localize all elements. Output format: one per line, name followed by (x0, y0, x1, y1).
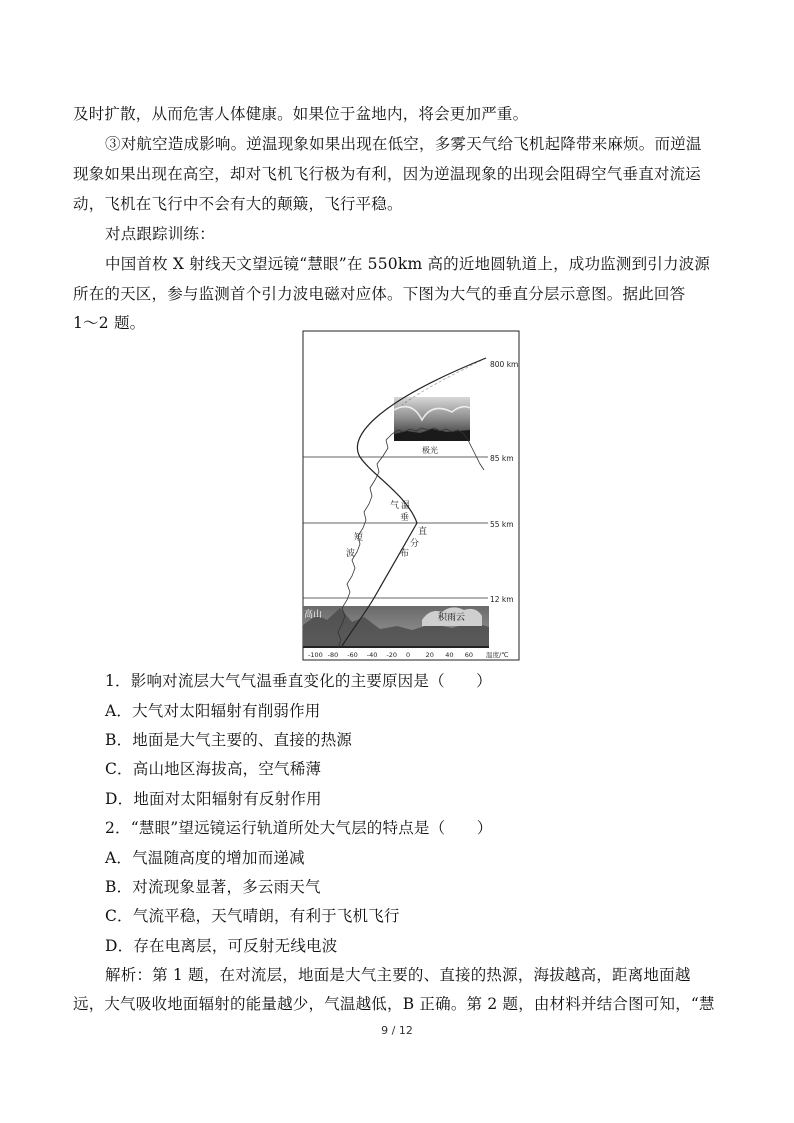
temp-curve-label-char: 气 (390, 501, 400, 511)
cloud-label: 积雨云 (438, 613, 466, 623)
x-axis-label: 温度/℃ (486, 651, 509, 659)
question-2-stem: 2．“慧眼”望远镜运行轨道所处大气层的特点是（ ） (105, 819, 493, 837)
mountain-label: 高山 (304, 610, 323, 620)
x-tick-label: -80 (327, 651, 339, 659)
page-number: 9 / 12 (381, 1024, 413, 1037)
altitude-label-800: 800 km (490, 360, 519, 369)
paragraph-line: 所在的天区，参与监测首个引力波电磁对应体。下图为大气的垂直分层示意图。据此回答 (73, 285, 686, 303)
temp-curve-label-char: 分 (410, 539, 420, 549)
temp-curve-label-char: 直 (418, 527, 428, 537)
section-heading: 对点跟踪训练： (105, 225, 215, 243)
question-2-option: D．存在电离层，可反射无线电波 (105, 937, 338, 955)
paragraph-line: 动，飞机在飞行中不会有大的颠簸，飞行平稳。 (73, 195, 403, 213)
question-1-option: C．高山地区海拔高，空气稀薄 (105, 760, 322, 778)
shortwave-label-char: 波 (346, 549, 356, 559)
question-2-option: B．对流现象显著，多云雨天气 (105, 878, 321, 896)
altitude-label-85: 85 km (490, 454, 514, 463)
question-1-option: A．大气对太阳辐射有削弱作用 (105, 702, 321, 720)
x-axis-ticks (308, 651, 473, 659)
question-2-option: A．气温随高度的增加而递减 (105, 849, 305, 867)
paragraph-line: 中国首枚 X 射线天文望远镜“慧眼”在 550km 高的近地圆轨道上，成功监测到引力波源 (105, 255, 711, 273)
x-tick-label: 60 (464, 651, 474, 659)
question-1-stem: 1．影响对流层大气气温垂直变化的主要原因是（ ） (105, 672, 492, 690)
shortwave-label-char: 短 (354, 533, 364, 543)
x-tick-label: 20 (425, 651, 434, 659)
paragraph-line: ③对航空造成影响。逆温现象如果出现在低空，多雾天气给飞机起降带来麻烦。而逆温 (105, 135, 702, 153)
atmosphere-diagram (302, 330, 524, 662)
paragraph-line: 1～2 题。 (73, 314, 146, 332)
question-1-option: B．地面是大气主要的、直接的热源 (105, 731, 353, 749)
altitude-label-55: 55 km (490, 520, 514, 529)
question-1-option: D．地面对太阳辐射有反射作用 (105, 790, 322, 808)
x-tick-label: -100 (308, 651, 323, 659)
analysis-line: 解析：第 1 题，在对流层，地面是大气主要的、直接的热源，海拔越高，距离地面越 (105, 966, 691, 984)
x-tick-label: 40 (445, 651, 454, 659)
x-tick-label: -40 (366, 651, 378, 659)
x-tick-label: -60 (347, 651, 358, 659)
paragraph-line: 及时扩散，从而危害人体健康。如果位于盆地内，将会更加严重。 (73, 105, 529, 123)
temp-curve-label-char: 布 (400, 549, 410, 559)
temp-curve-label-char: 垂 (400, 513, 410, 523)
atmosphere-layers-figure (302, 330, 524, 666)
x-tick-label: -20 (386, 651, 398, 659)
altitude-label-12: 12 km (490, 595, 514, 604)
paragraph-line: 现象如果出现在高空，却对飞机飞行极为有利，因为逆温现象的出现会阻碍空气垂直对流运 (73, 165, 702, 183)
question-2-option: C．气流平稳，天气晴朗，有利于飞机飞行 (105, 907, 400, 925)
analysis-line: 远，大气吸收地面辐射的能量越少，气温越低，B 正确。第 2 题，由材料并结合图可知，“慧 (73, 995, 715, 1013)
temp-curve-label-char: 温 (401, 501, 411, 511)
x-tick-label: 0 (406, 651, 411, 659)
aurora-label: 极光 (422, 446, 438, 455)
